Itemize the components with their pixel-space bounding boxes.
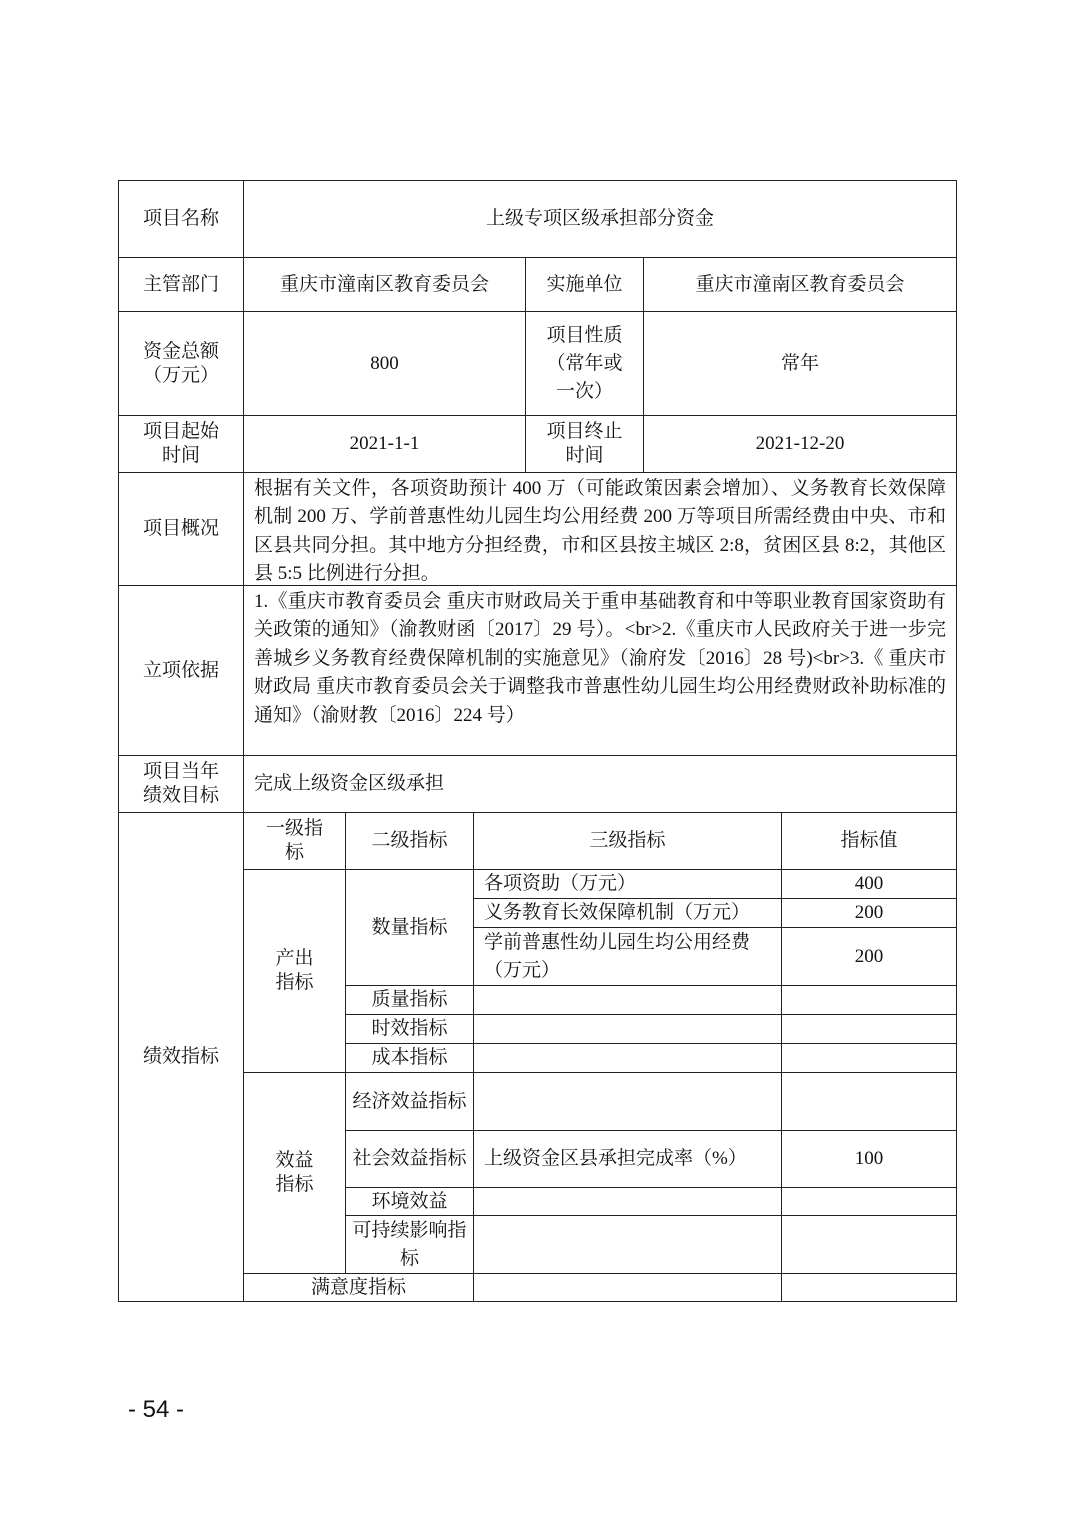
header-level2: 二级指标 — [345, 812, 474, 870]
q-item-value: 200 — [781, 927, 957, 986]
economic-indicator: 经济效益指标 — [345, 1072, 474, 1131]
dept-value: 重庆市潼南区教育委员会 — [243, 257, 526, 312]
start-label: 项目起始时间 — [118, 415, 244, 473]
goal-label: 项目当年绩效目标 — [118, 755, 244, 813]
empty-cell — [781, 1187, 957, 1216]
q-item-name: 学前普惠性幼儿园生均公用经费（万元） — [473, 927, 782, 986]
empty-cell — [781, 1215, 957, 1274]
sustain-indicator: 可持续影响指标 — [345, 1215, 474, 1274]
quality-indicator: 质量指标 — [345, 985, 474, 1015]
timeliness-indicator: 时效指标 — [345, 1014, 474, 1044]
q-item-name: 义务教育长效保障机制（万元） — [473, 898, 782, 928]
social-indicator: 社会效益指标 — [345, 1130, 474, 1188]
empty-cell — [473, 1187, 782, 1216]
perf-label: 绩效指标 — [118, 812, 244, 1302]
impl-unit-label: 实施单位 — [525, 257, 644, 312]
empty-cell — [473, 1014, 782, 1044]
funds-value: 800 — [243, 311, 526, 416]
nature-value: 常年 — [643, 311, 957, 416]
empty-cell — [781, 1014, 957, 1044]
nature-label: 项目性质（常年或一次） — [525, 311, 644, 416]
end-value: 2021-12-20 — [643, 415, 957, 473]
basis-label: 立项依据 — [118, 585, 244, 756]
header-level1: 一级指标 — [243, 812, 346, 870]
header-value: 指标值 — [781, 812, 957, 870]
cost-indicator: 成本指标 — [345, 1043, 474, 1073]
end-label: 项目终止时间 — [525, 415, 644, 473]
output-indicator: 产出指标 — [243, 869, 346, 1073]
empty-cell — [781, 985, 957, 1015]
satisfaction-indicator: 满意度指标 — [243, 1273, 474, 1302]
q-item-value: 400 — [781, 869, 957, 899]
empty-cell — [473, 1043, 782, 1073]
empty-cell — [473, 1273, 782, 1302]
empty-cell — [781, 1043, 957, 1073]
benefit-indicator: 效益指标 — [243, 1072, 346, 1274]
q-item-name: 各项资助（万元） — [473, 869, 782, 899]
social-item-value: 100 — [781, 1130, 957, 1188]
empty-cell — [473, 985, 782, 1015]
dept-label: 主管部门 — [118, 257, 244, 312]
basis-value: 1.《重庆市教育委员会 重庆市财政局关于重申基础教育和中等职业教育国家资助有关政策的通知》（渝教财函〔2017〕29 号）。<br>2.《重庆市人民政府关于进一步完善城乡义务教育经费保障机制的实施意见》（渝府发〔2016〕28 号)<br>3.《 重庆市财政局 重庆市教育委员会关于调整我市普惠性幼儿园生均公用经费财政补助标准的通知》（渝财教〔2016〕224 号） — [243, 585, 957, 756]
overview-value: 根据有关文件，各项资助预计 400 万（可能政策因素会增加）、义务教育长效保障机制 200 万、学前普惠性幼儿园生均公用经费 200 万等项目所需经费由中央、市和区县共同分担。其中地方分担经费，市和区县按主城区 2:8，贫困区县 8:2，其他区县 5:5 比例进行分担。 — [243, 472, 957, 586]
environment-indicator: 环境效益 — [345, 1187, 474, 1216]
empty-cell — [781, 1273, 957, 1302]
goal-value: 完成上级资金区级承担 — [243, 755, 957, 813]
empty-cell — [473, 1072, 782, 1131]
q-item-value: 200 — [781, 898, 957, 928]
funds-label: 资金总额（万元） — [118, 311, 244, 416]
header-level3: 三级指标 — [473, 812, 782, 870]
empty-cell — [473, 1215, 782, 1274]
overview-label: 项目概况 — [118, 472, 244, 586]
quantity-indicator: 数量指标 — [345, 869, 474, 986]
social-item-name: 上级资金区县承担完成率（%） — [473, 1130, 782, 1188]
impl-unit-value: 重庆市潼南区教育委员会 — [643, 257, 957, 312]
start-value: 2021-1-1 — [243, 415, 526, 473]
page-number: - 54 - — [128, 1396, 185, 1423]
project-name-value: 上级专项区级承担部分资金 — [243, 180, 957, 258]
project-name-label: 项目名称 — [118, 180, 244, 258]
empty-cell — [781, 1072, 957, 1131]
